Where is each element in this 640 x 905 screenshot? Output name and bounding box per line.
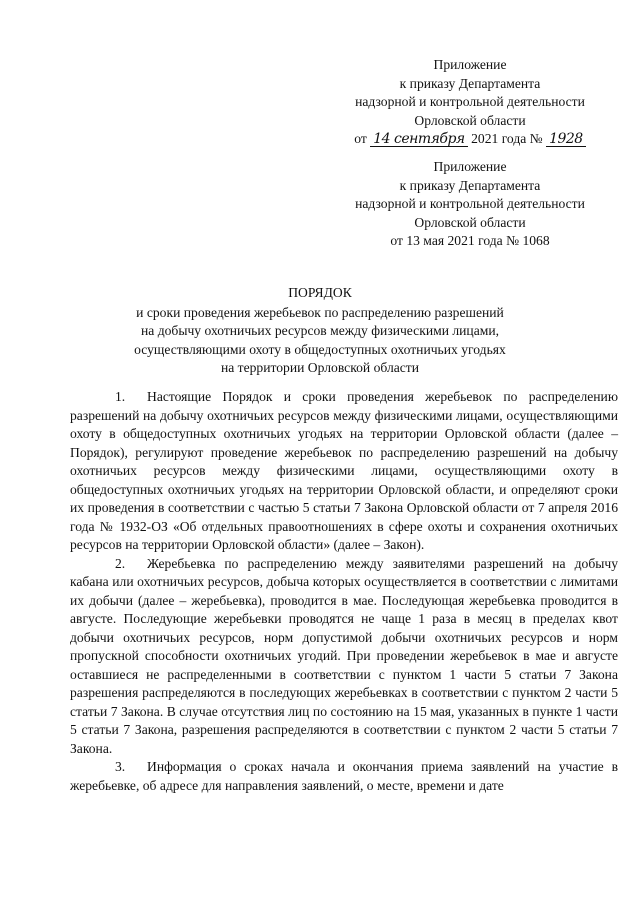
appendix-label: Приложение [433,159,507,174]
handwritten-number: 1928 [546,132,586,147]
document-title [80,284,560,378]
appendix-date-line [320,130,620,149]
paragraph-text: Информация о сроках начала и окончания приема заявлений на участие в жеребьевке, об адресе для направления заявлений, о месте, времени и дате [70,759,618,793]
title-subtitle-line: осуществляющими охоту в общедоступных охотничьих угодьях [134,341,506,357]
appendix-department: надзорной и контрольной деятельности [355,94,585,109]
paragraph-2 [70,555,618,759]
title-subtitle-line: и сроки проведения жеребьевок по распределению разрешений [136,304,504,320]
paragraph-3 [70,758,618,795]
handwritten-date: 14 сентября [370,132,467,147]
paragraph-number: 2. [115,555,126,571]
appendix-department: надзорной и контрольной деятельности [355,196,585,211]
date-suffix: 2021 года № [471,131,543,146]
paragraph-text: Жеребьевка по распределению между заявителями разрешений на добычу кабана или охотничьих ресурсов, добыча которых осуществляется в соответствии с лимитами их добычи (далее – жеребьевка), проводится в мае. Последующая жеребьевка проводится в августе. Последующие жеребьевки проводятся не чаще 1 раза в месяц в пределах квот добычи охотничьих ресурсов, норм допустимой добычи охотничьих ресурсов и норм пропускной способности охотничьих угодий. При проведении жеребьевок в мае и августе оставшиеся не распределенными в соответствии с пунктом 1 части 5 статьи 7 Закона разрешения распределяются в последующих жеребьевках в соответствии с пунктом 2 части 5 статьи 7 Закона. В случае отсутствия лиц по состоянию на 15 мая, указанных в пункте 1 части 5 статьи 7 Закона, разрешения распределяются в соответствии с пунктом 2 части 5 статьи 7 Закона. [70,555,618,756]
title-subtitle-line: на территории Орловской области [220,360,420,375]
title-subtitle-line: на добычу охотничьих ресурсов между физическими лицами, [140,323,500,338]
appendix-header-original [320,158,620,251]
appendix-label: Приложение [433,57,507,72]
appendix-order-ref: к приказу Департамента [399,177,541,193]
appendix-region: Орловской области [414,112,526,128]
paragraph-text: Настоящие Порядок и сроки проведения жеребьевок по распределению разрешений на добычу охотничьих ресурсов между физическими лицами, осуществляющими охоту в общедоступных охотничьих угодьях на территории Орловской области (далее – Порядок), регулируют проведение жеребьевок по распределению разрешений на добычу охотничьих ресурсов между физическими лицами, осуществляющими охоту в общедоступных охотничьих угодьях на территории Орловской области, и определяют сроки их проведения в соответствии с частью 5 статьи 7 Закона Орловской области от 7 апреля 2016 года № 1932-ОЗ «Об отдельных правоотношениях в сфере охоты и сохранения охотничьих ресурсов на территории Орловской области» (далее – Закон). [70,389,618,552]
paragraph-1 [70,388,618,555]
appendix-header-current [320,56,620,149]
paragraph-number: 3. [115,759,126,774]
appendix-region: Орловской области [414,214,526,230]
title-main: ПОРЯДОК [288,285,352,300]
appendix-order-ref: к приказу Департамента [399,75,541,91]
paragraph-number: 1. [115,389,126,404]
date-prefix: от [354,131,367,146]
document-body [70,388,618,795]
appendix-date-line: от 13 мая 2021 года № 1068 [390,233,550,248]
